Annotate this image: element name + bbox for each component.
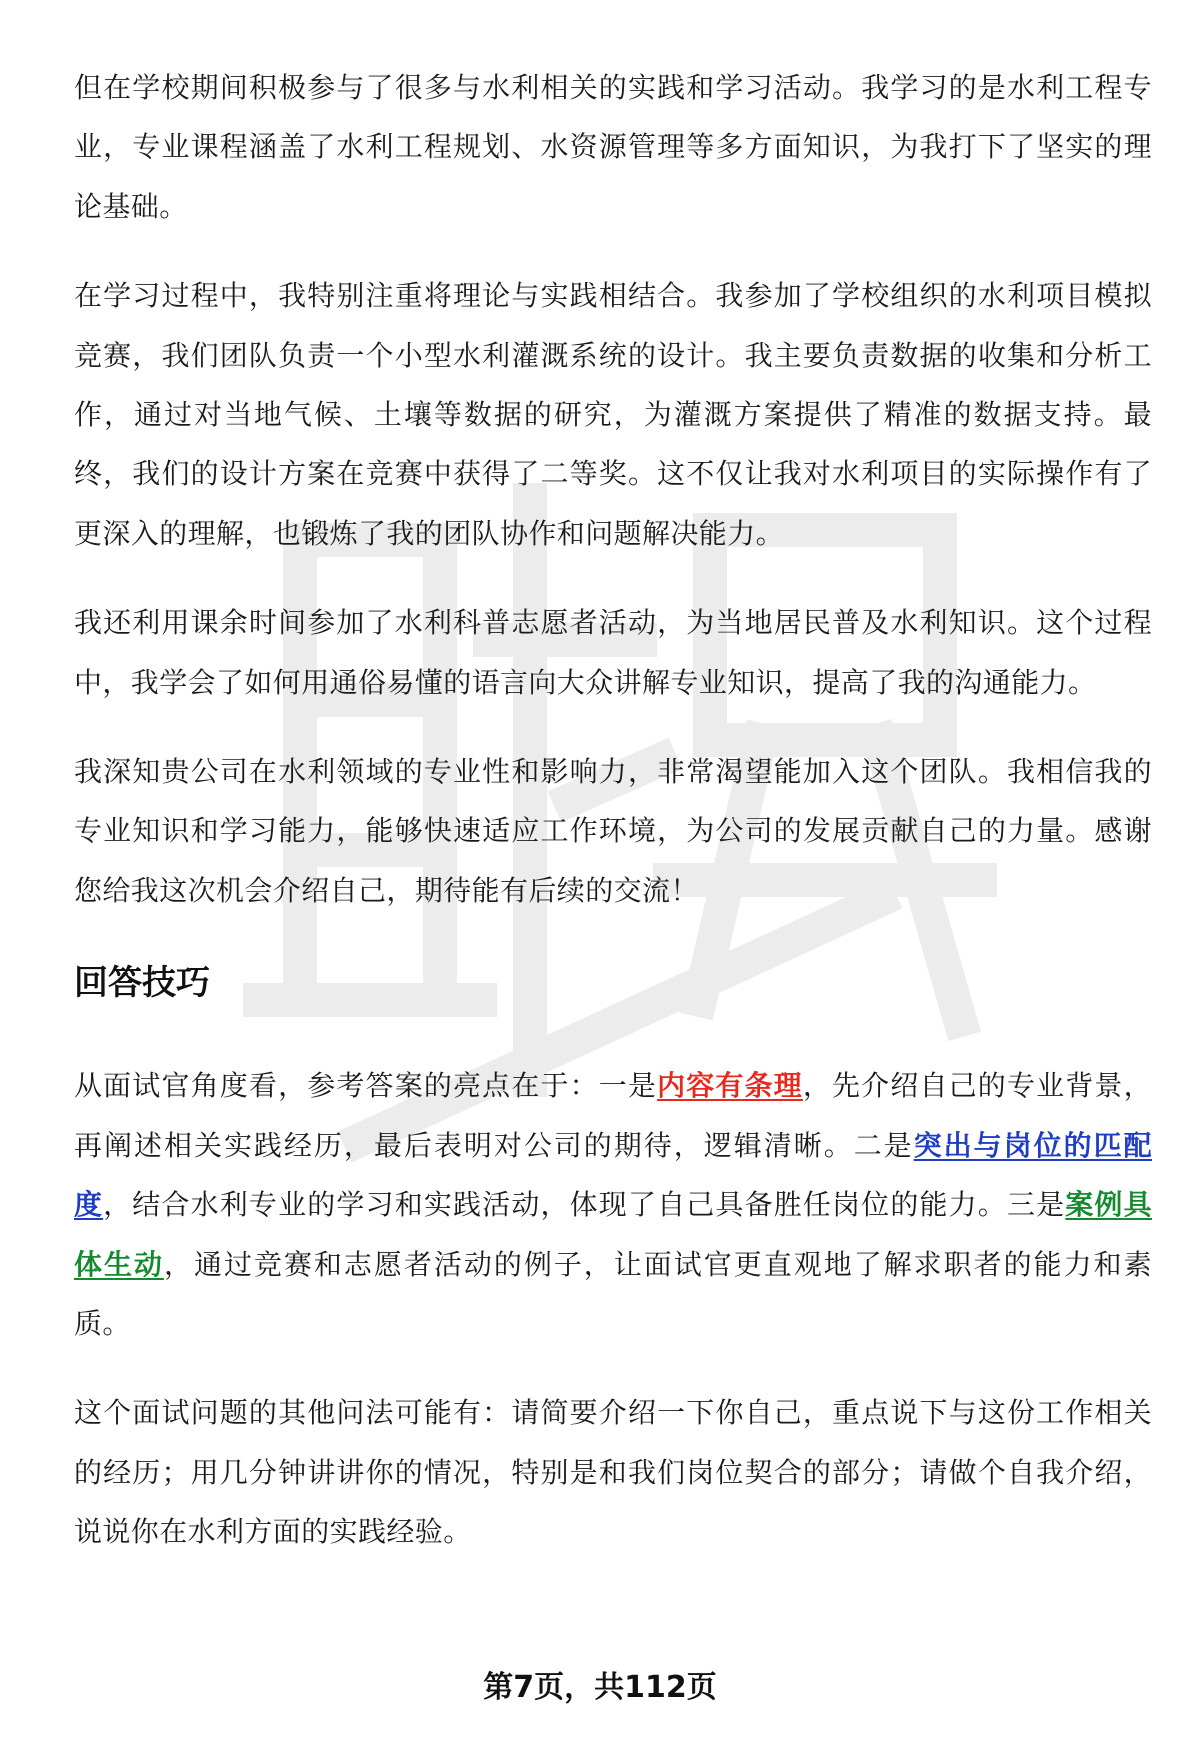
page-number: 第7页，共112页 [483, 1670, 717, 1705]
highlight-organized: 内容有条理 [657, 1069, 803, 1103]
section-heading: 回答技巧 [74, 963, 210, 1004]
tips-text-c: ，结合水利专业的学习和实践活动，体现了自己具备胜任岗位的能力。三是 [103, 1188, 1066, 1222]
paragraph-alternatives: 这个面试问题的其他问法可能有：请简要介绍一下你自己，重点说下与这份工作相关的经历；用几分钟讲讲你的情况，特别是和我们岗位契合的部分；请做个自我介绍，说说你在水利方面的实践经验。 [74, 1396, 1152, 1549]
highlight-job-match: 突出与岗位的匹配度 [74, 1128, 1152, 1222]
paragraph-volunteer: 我还利用课余时间参加了水利科普志愿者活动，为当地居民普及水利知识。这个过程中，我学会了如何用通俗易懂的语言向大众讲解专业知识，提高了我的沟通能力。 [74, 606, 1152, 699]
paragraph-closing: 我深知贵公司在水利领域的专业性和影响力，非常渴望能加入这个团队。我相信我的专业知识和学习能力，能够快速适应工作环境，为公司的发展贡献自己的力量。感谢您给我这次机会介绍自己，期待能有后续的交流！ [74, 755, 1152, 907]
tips-text-b: ，先介绍自己的专业背景，再阐述相关实践经历，最后表明对公司的期待，逻辑清晰。二是 [74, 1069, 1152, 1162]
tips-text-a: 从面试官角度看，参考答案的亮点在于：一是 [74, 1069, 658, 1103]
paragraph-intro: 但在学校期间积极参与了很多与水利相关的实践和学习活动。我学习的是水利工程专业，专业课程涵盖了水利工程规划、水资源管理等多方面知识，为我打下了坚实的理论基础。 [74, 71, 1152, 223]
highlight-vivid-examples: 案例具体生动 [74, 1188, 1152, 1281]
document-body [74, 58, 1152, 1592]
paragraph-competition: 在学习过程中，我特别注重将理论与实践相结合。我参加了学校组织的水利项目模拟竞赛，我们团队负责一个小型水利灌溉系统的设计。我主要负责数据的收集和分析工作，通过对当地气候、土壤等数据的研究，为灌溉方案提供了精准的数据支持。最终，我们的设计方案在竞赛中获得了二等奖。这不仅让我对水利项目的实际操作有了更深入的理解，也锻炼了我的团队协作和问题解决能力。 [74, 279, 1152, 550]
tips-text-d: ，通过竞赛和志愿者活动的例子，让面试官更直观地了解求职者的能力和素质。 [74, 1247, 1152, 1340]
paragraph-tips [74, 1056, 1152, 1353]
